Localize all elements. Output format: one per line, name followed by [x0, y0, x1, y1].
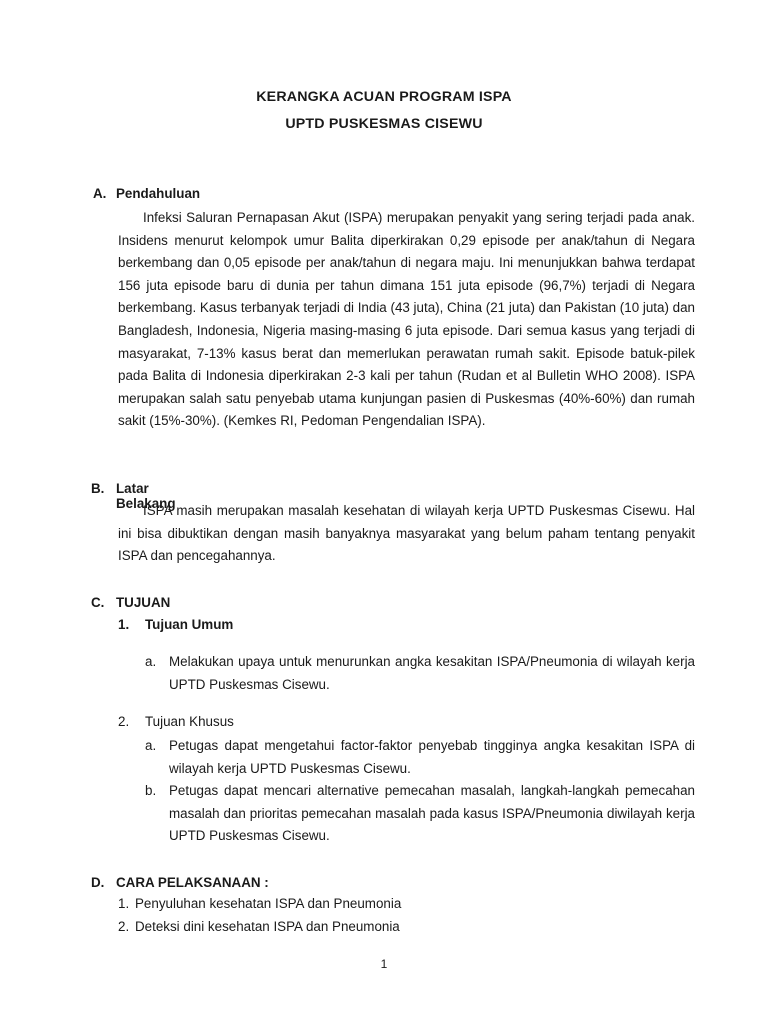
- section-a-title: Pendahuluan: [116, 186, 201, 201]
- section-c-letter: C.: [91, 595, 105, 610]
- list-item: [118, 896, 402, 911]
- list-marker: b.: [145, 783, 157, 798]
- section-b-letter: B.: [91, 481, 105, 496]
- list-item: [145, 780, 695, 848]
- subsection-2-title: Tujuan Khusus: [145, 714, 234, 729]
- subsection-2-heading: [118, 714, 234, 729]
- list-marker: 2.: [118, 919, 130, 934]
- subsection-1-heading: [118, 617, 234, 632]
- document-subtitle: UPTD PUSKESMAS CISEWU: [285, 116, 483, 132]
- section-c-title: TUJUAN: [116, 595, 171, 610]
- list-text: Deteksi dini kesehatan ISPA dan Pneumonia: [135, 919, 400, 934]
- subsection-1-title: Tujuan Umum: [145, 617, 234, 632]
- list-item: [145, 651, 695, 696]
- subsection-1-number: 1.: [118, 617, 130, 632]
- list-marker: a.: [145, 738, 157, 753]
- page-number: 1: [380, 957, 388, 971]
- section-a-letter: A.: [93, 186, 107, 201]
- list-item: [118, 919, 400, 934]
- section-b-title: Latar Belakang: [116, 481, 176, 511]
- document-title: KERANGKA ACUAN PROGRAM ISPA: [256, 89, 512, 105]
- list-text: Petugas dapat mengetahui factor-faktor penyebab tingginya angka kesakitan ISPA di wilayah kerja UPTD Puskesmas Cisewu.: [169, 738, 695, 776]
- section-a-paragraph: Infeksi Saluran Pernapasan Akut (ISPA) merupakan penyakit yang sering terjadi pada anak. Insidens menurut kelompok umur Balita diperkirakan 0,29 episode per anak/tahun di Negara berkembang dan 0,05 episode per anak/tahun di negara maju. Ini menunjukkan bahwa terdapat 156 juta episode baru di dunia per tahun dimana 151 juta episode (96,7%) terjadi di Negara berkembang. Kasus terbanyak terjadi di India (43 juta), China (21 juta) dan Pakistan (10 juta) dan Bangladesh, Indonesia, Nigeria masing-masing 6 juta episode. Dari semua kasus yang terjadi di masyarakat, 7-13% kasus berat dan memerlukan perawatan rumah sakit. Episode batuk-pilek pada Balita di Indonesia diperkirakan 2-3 kali per tahun (Rudan et al Bulletin WHO 2008). ISPA merupakan salah satu penyebab utama kunjungan pasien di Puskesmas (40%-60%) dan rumah sakit (15%-30%). (Kemkes RI, Pedoman Pengendalian ISPA).: [118, 210, 695, 429]
- list-text: Penyuluhan kesehatan ISPA dan Pneumonia: [135, 896, 402, 911]
- subsection-2-number: 2.: [118, 714, 130, 729]
- list-item: [145, 735, 695, 780]
- list-text: Melakukan upaya untuk menurunkan angka kesakitan ISPA/Pneumonia di wilayah kerja UPTD Puskesmas Cisewu.: [169, 654, 695, 692]
- section-d-title: CARA PELAKSANAAN :: [116, 875, 269, 890]
- list-marker: a.: [145, 654, 157, 669]
- list-text: Petugas dapat mencari alternative pemecahan masalah, langkah-langkah pemecahan masalah dan prioritas pemecahan masalah pada kasus ISPA/Pneumonia diwilayah kerja UPTD Puskesmas Cisewu.: [169, 783, 695, 844]
- list-marker: 1.: [118, 896, 130, 911]
- section-d-letter: D.: [91, 875, 105, 890]
- section-b-paragraph: ISPA masih merupakan masalah kesehatan di wilayah kerja UPTD Puskesmas Cisewu. Hal ini bisa dibuktikan dengan masih banyaknya masyarakat yang belum paham tentang penyakit ISPA dan pencegahannya.: [118, 503, 695, 564]
